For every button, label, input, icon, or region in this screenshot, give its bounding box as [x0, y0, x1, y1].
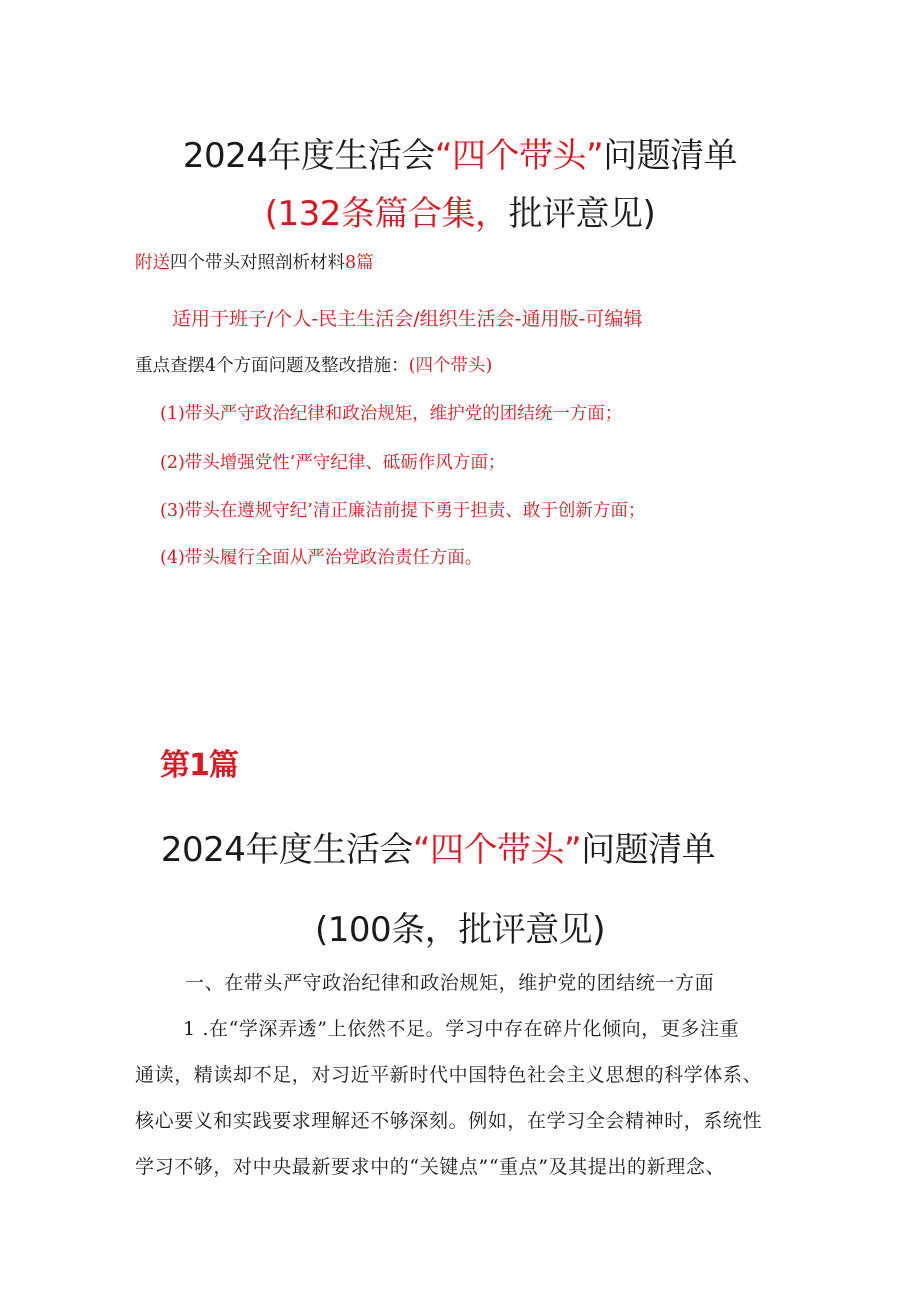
cover-subtitle-red: (132条篇合集，	[264, 194, 509, 234]
paragraph-line-4: 学习不够，对中央最新要求中的“关键点”“重点”及其提出的新理念、	[135, 1156, 726, 1178]
paragraph-line-3: 核心要义和实践要求理解还不够深刻。例如，在学习全会精神时，系统性	[135, 1110, 763, 1132]
article-label: 第1篇	[160, 748, 238, 783]
article-subtitle-text: (100条，批评意见)	[315, 910, 605, 950]
article-title-quoted: “四个带头”	[412, 830, 582, 870]
attachment-count: 8篇	[345, 253, 374, 273]
article-subtitle	[0, 902, 920, 951]
section-heading: 一、在带头严守政治纪律和政治规矩，维护党的团结统一方面	[185, 972, 715, 994]
cover-subtitle-black: 批评意见)	[508, 194, 656, 234]
attachment-note	[135, 249, 374, 274]
paragraph-line-2: 通读，精读却不足，对习近平新时代中国特色社会主义思想的科学体系、	[135, 1064, 763, 1086]
applicability-line: 适用于班子/个人-民主生活会/组织生活会-通用版-可编辑	[172, 308, 643, 330]
cover-title-quoted: “四个带头”	[434, 136, 604, 176]
focus-intro	[135, 352, 492, 377]
focus-intro-red: (四个带头)	[408, 356, 493, 376]
cover-title-prefix: 2024年度生活会	[182, 136, 435, 176]
focus-intro-black: 重点查摆4个方面问题及整改措施：	[135, 356, 409, 376]
focus-item-2: (2)带头增强党性’严守纪律、砥砺作风方面；	[160, 453, 506, 473]
cover-subtitle	[0, 186, 920, 235]
attachment-red: 附送	[135, 253, 170, 273]
article-title-suffix: 问题清单	[581, 830, 716, 870]
focus-item-4: (4)带头履行全面从严治党政治责任方面。	[160, 548, 483, 568]
article-title-prefix: 2024年度生活会	[160, 830, 413, 870]
article-title	[0, 822, 898, 871]
focus-item-1: (1)带头严守政治纪律和政治规矩，维护党的团结统一方面；	[160, 404, 623, 424]
focus-item-3: (3)带头在遵规守纪’清正廉洁前提下勇于担责、敢于创新方面；	[160, 501, 646, 521]
cover-title-suffix: 问题清单	[603, 136, 738, 176]
cover-title	[0, 128, 920, 177]
paragraph-line-1: 1 .在“学深弄透”上依然不足。学习中存在碎片化倾向，更多注重	[183, 1018, 740, 1040]
attachment-black: 四个带头对照剖析材料	[170, 253, 345, 273]
